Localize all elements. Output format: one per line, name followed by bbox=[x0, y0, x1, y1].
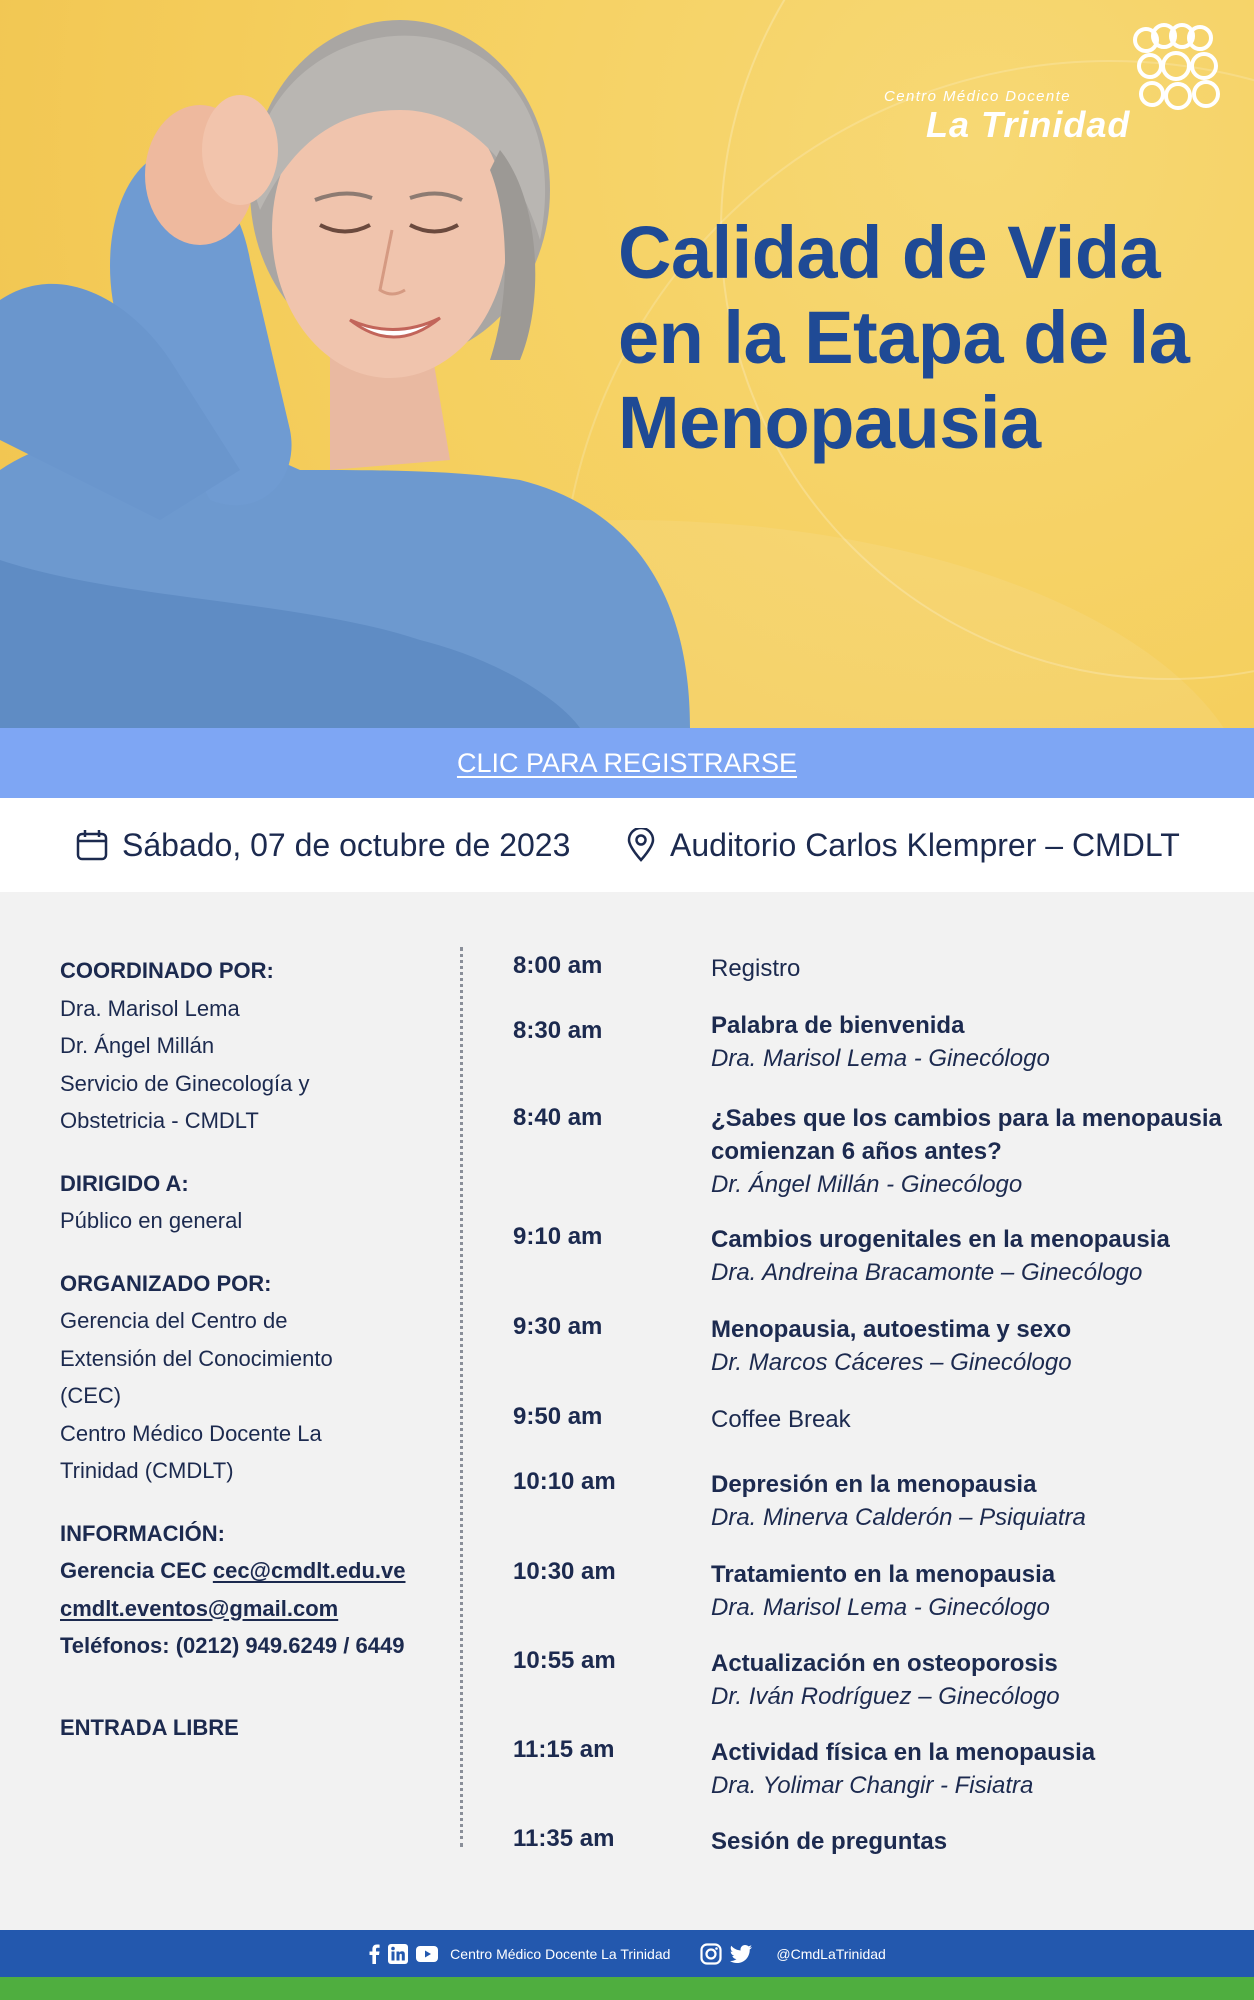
agenda-speaker: Dr. Marcos Cáceres – Ginecólogo bbox=[711, 1349, 1072, 1376]
entry-text: ENTRADA LIBRE bbox=[60, 1714, 239, 1740]
agenda-title: Actualización en osteoporosis bbox=[711, 1650, 1058, 1677]
agenda-time: 8:30 am bbox=[513, 1017, 603, 1044]
coordinator-line: Servicio de Ginecología y bbox=[60, 1070, 310, 1096]
social-icons bbox=[700, 1943, 752, 1965]
footer-right bbox=[700, 1943, 885, 1965]
hero-banner bbox=[0, 0, 1254, 728]
facebook-icon[interactable] bbox=[368, 1944, 380, 1964]
agenda-topic bbox=[711, 1468, 1231, 1534]
footer bbox=[0, 1930, 1254, 1977]
agenda-speaker: Dr. Iván Rodríguez – Ginecólogo bbox=[711, 1683, 1060, 1710]
twitter-icon[interactable] bbox=[730, 1945, 752, 1963]
event-date-text: Sábado, 07 de octubre de 2023 bbox=[122, 826, 571, 863]
event-info-bar bbox=[0, 798, 1254, 892]
coordinator-line: Dra. Marisol Lema bbox=[60, 995, 240, 1021]
event-title: Calidad de Vida en la Etapa de la Menopausia bbox=[618, 211, 1190, 464]
youtube-icon[interactable] bbox=[416, 1946, 438, 1962]
agenda-title: ¿Sabes que los cambios para la menopausia comienzan 6 años antes? bbox=[711, 1105, 1222, 1165]
coordinated-heading: COORDINADO POR: bbox=[60, 958, 274, 983]
column-divider bbox=[460, 947, 463, 1847]
organized-heading: ORGANIZADO POR: bbox=[60, 1270, 272, 1296]
agenda-title: Depresión en la menopausia bbox=[711, 1471, 1037, 1498]
agenda-time: 11:35 am bbox=[513, 1825, 615, 1852]
email-link-cec[interactable]: cec@cmdlt.edu.ve bbox=[212, 1558, 406, 1583]
coordinator-line: Obstetricia - CMDLT bbox=[60, 1108, 259, 1133]
agenda-topic bbox=[711, 1403, 1231, 1436]
agenda-title: Menopausia, autoestima y sexo bbox=[711, 1316, 1072, 1343]
social-icons bbox=[368, 1944, 438, 1964]
contact-prefix: Gerencia CEC bbox=[60, 1558, 213, 1583]
agenda-speaker: Dra. Marisol Lema - Ginecólogo bbox=[711, 1045, 1050, 1072]
agenda-topic bbox=[711, 1558, 1231, 1624]
agenda-time: 9:30 am bbox=[513, 1313, 603, 1340]
agenda-speaker: Dra. Minerva Calderón – Psiquiatra bbox=[711, 1504, 1086, 1531]
agenda-time: 8:40 am bbox=[513, 1104, 603, 1131]
agenda-title: Registro bbox=[711, 955, 801, 982]
agenda-speaker: Dr. Ángel Millán - Ginecólogo bbox=[711, 1171, 1023, 1198]
agenda-topic bbox=[711, 1009, 1231, 1075]
agenda-speaker: Dra. Yolimar Changir - Fisiatra bbox=[711, 1772, 1034, 1799]
agenda-title: Sesión de preguntas bbox=[711, 1828, 948, 1855]
agenda-topic bbox=[711, 1313, 1231, 1379]
location-pin-icon bbox=[626, 828, 656, 862]
footer-org-name: Centro Médico Docente La Trinidad bbox=[450, 1945, 671, 1962]
linkedin-icon[interactable] bbox=[388, 1944, 408, 1964]
agenda-topic bbox=[711, 1223, 1231, 1289]
register-bar bbox=[0, 728, 1254, 798]
agenda-topic bbox=[711, 1102, 1231, 1201]
bottom-strip bbox=[0, 1977, 1254, 2000]
footer-left bbox=[368, 1944, 670, 1964]
agenda-time: 10:55 am bbox=[513, 1647, 616, 1674]
woman-photo bbox=[0, 0, 700, 728]
agenda-title: Palabra de bienvenida bbox=[711, 1012, 965, 1039]
event-location-text: Auditorio Carlos Klemprer – CMDLT bbox=[670, 826, 1180, 863]
agenda-title: Coffee Break bbox=[711, 1406, 851, 1433]
agenda-speaker: Dra. Marisol Lema - Ginecólogo bbox=[711, 1594, 1050, 1621]
organizer-line: Trinidad (CMDLT) bbox=[60, 1458, 234, 1483]
organizer-line: (CEC) bbox=[60, 1383, 122, 1408]
footer-handle[interactable]: @CmdLaTrinidad bbox=[776, 1945, 886, 1962]
agenda-time: 10:10 am bbox=[513, 1468, 616, 1495]
contact-line bbox=[60, 1552, 440, 1590]
event-date bbox=[76, 827, 570, 864]
agenda-time: 10:30 am bbox=[513, 1558, 616, 1585]
organizer-line: Centro Médico Docente La bbox=[60, 1420, 322, 1446]
coordinator-line: Dr. Ángel Millán bbox=[60, 1033, 215, 1058]
agenda-title: Actividad física en la menopausia bbox=[711, 1739, 1096, 1766]
logo-title: La Trinidad bbox=[926, 104, 1131, 145]
event-details bbox=[60, 952, 440, 1746]
phones-text: Teléfonos: (0212) 949.6249 / 6449 bbox=[60, 1633, 405, 1658]
agenda-topic bbox=[711, 1736, 1231, 1802]
agenda-time: 8:00 am bbox=[513, 952, 603, 979]
register-link[interactable]: CLIC PARA REGISTRARSE bbox=[456, 747, 798, 778]
agenda-time: 9:10 am bbox=[513, 1223, 603, 1250]
agenda-speaker: Dra. Andreina Bracamonte – Ginecólogo bbox=[711, 1259, 1143, 1286]
calendar-icon bbox=[76, 829, 108, 861]
logo-subtitle: Centro Médico Docente bbox=[884, 88, 1071, 105]
agenda-title: Tratamiento en la menopausia bbox=[711, 1561, 1056, 1588]
agenda-time: 9:50 am bbox=[513, 1403, 603, 1430]
organizer-line: Extensión del Conocimiento bbox=[60, 1345, 333, 1371]
program-section bbox=[0, 892, 1254, 1930]
email-link-eventos[interactable]: cmdlt.eventos@gmail.com bbox=[60, 1595, 339, 1621]
instagram-icon[interactable] bbox=[700, 1943, 722, 1965]
directed-heading: DIRIGIDO A: bbox=[60, 1170, 189, 1196]
organizer-line: Gerencia del Centro de bbox=[60, 1308, 288, 1333]
agenda-topic bbox=[711, 1825, 1231, 1858]
agenda-topic bbox=[711, 1647, 1231, 1713]
agenda-time: 11:15 am bbox=[513, 1736, 615, 1763]
agenda-title: Cambios urogenitales en la menopausia bbox=[711, 1226, 1170, 1253]
agenda-topic bbox=[711, 952, 1231, 985]
info-heading: INFORMACIÓN: bbox=[60, 1520, 225, 1546]
logo bbox=[880, 22, 1230, 152]
directed-text: Público en general bbox=[60, 1208, 243, 1233]
logo-mark-icon bbox=[1130, 22, 1226, 114]
event-location bbox=[626, 827, 1180, 864]
